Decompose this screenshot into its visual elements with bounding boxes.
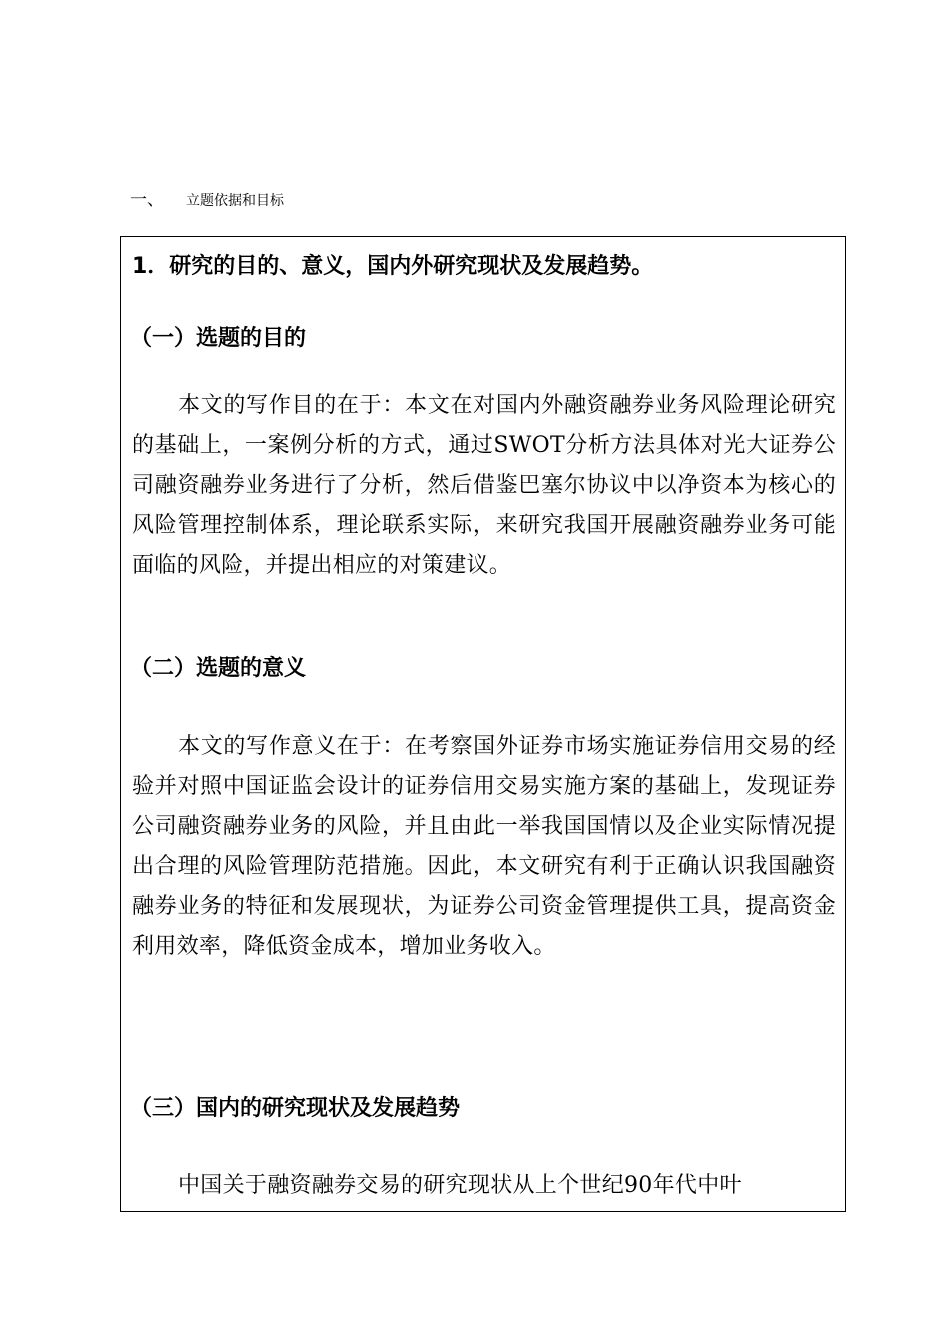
subheading-research-status: （三）国内的研究现状及发展趋势	[130, 1096, 461, 1121]
subheading-purpose: （一）选题的目的	[130, 326, 307, 351]
paragraph-research-status: 中国关于融资融券交易的研究现状从上个世纪90年代中叶	[178, 1173, 742, 1198]
paragraph-purpose: 本文的写作目的在于：本文在对国内外融资融券业务风险理论研究的基础上，一案例分析的方式，通过SWOT分析方法具体对光大证券公司融资融券业务进行了分析，然后借鉴巴塞尔协议中以净资本为核心的风险管理控制体系，理论联系实际，来研究我国开展融资融券业务可能面临的风险，并提出相应的对策建议。	[132, 393, 836, 578]
paragraph-significance: 本文的写作意义在于：在考察国外证券市场实施证券信用交易的经验并对照中国证监会设计的证券信用交易实施方案的基础上，发现证券公司融资融券业务的风险，并且由此一举我国国情以及企业实际情况提出合理的风险管理防范措施。因此，本文研究有利于正确认识我国融资融券业务的特征和发展现状，为证券公司资金管理提供工具，提高资金利用效率，降低资金成本，增加业务收入。	[132, 734, 836, 959]
question-heading: 1．研究的目的、意义，国内外研究现状及发展趋势。	[132, 254, 654, 279]
section-heading	[130, 190, 284, 211]
section-title: 立题依据和目标	[186, 193, 284, 209]
section-number: 一、	[130, 190, 164, 210]
subheading-significance: （二）选题的意义	[130, 656, 307, 681]
content-box	[120, 236, 846, 1212]
